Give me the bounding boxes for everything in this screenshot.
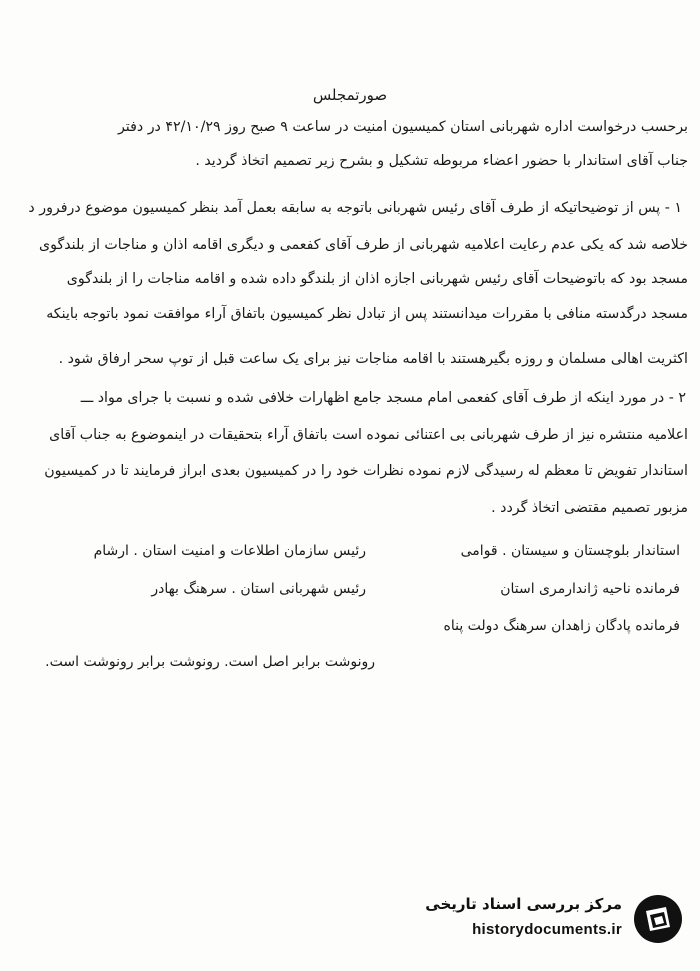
body-line-6: مسجد درگدسته منافی با مقررات میدانستند پس از تبادل نظر کمیسیون باتفاق آراء موافقت نمود باتوجه باینکه (46, 306, 688, 322)
body-line-8: ۲ - در مورد اینکه از طرف آقای کفعمی امام مسجد جامع اظهارات خلافی شده و نسبت با جرای مواد ـــ (80, 390, 686, 406)
body-line-4: خلاصه شد که یکی عدم رعایت اعلامیه شهربانی از طرف آقای کفعمی و دیگری اقامه اذان و مناجات از بلندگوی (39, 237, 688, 253)
copy-certification: رونوشت برابر اصل است. رونوشت برابر رونوشت است. (45, 654, 375, 670)
signatory-intelligence: رئیس سازمان اطلاعات و امنیت استان . ارشام (93, 543, 366, 559)
body-line-3: ۱ - پس از توضیحاتیکه از طرف آقای رئیس شهربانی باتوجه به سابقه بعمل آمد بنظر کمیسیون موضوع درفرور د (28, 200, 682, 216)
signatory-garrison: فرمانده پادگان زاهدان سرهنگ دولت پناه (443, 618, 680, 634)
body-line-5: مسجد بود که باتوضیحات آقای رئیس شهربانی اجازه اذان از بلندگو داده شده و اقامه مناجات را از بلندگوی (66, 271, 688, 287)
signatory-governor: استاندار بلوچستان و سیستان . قوامی (460, 543, 680, 559)
watermark-url: historydocuments.ir (472, 921, 622, 938)
watermark-persian: مرکز بررسی اسناد تاریخی (425, 895, 622, 913)
body-line-1: برحسب درخواست اداره شهربانی استان کمیسیون امنیت در ساعت ۹ صبح روز ۴۲/۱۰/۲۹ در دفتر (117, 119, 688, 135)
body-line-7: اکثریت اهالی مسلمان و روزه بگیرهستند با اقامه مناجات نیز برای یک ساعت قبل از توپ سحر ارفاق شود . (58, 351, 688, 367)
document-title: صورتمجلس (312, 86, 388, 104)
body-line-9: اعلامیه منتشره نیز از طرف شهربانی بی اعتنائی نموده است باتفاق آراء بتحقیقات در اینموضوع به جناب آقای (49, 427, 688, 443)
signatory-gendarmerie: فرمانده ناحیه ژاندارمری استان (500, 581, 680, 597)
body-line-10: استاندار تفویض تا معظم له رسیدگی لازم نموده نظرات خود را در کمیسیون بعدی ابراز فرمایند تا در کمیسیون (44, 463, 688, 479)
archive-logo-icon (632, 893, 684, 945)
body-line-2: جناب آقای استاندار با حضور اعضاء مربوطه تشکیل و بشرح زیر تصمیم اتخاذ گردید . (195, 153, 688, 169)
signatory-police: رئیس شهربانی استان . سرهنگ بهادر (151, 581, 366, 597)
watermark (398, 889, 688, 949)
body-line-11: مزبور تصمیم مقتضی اتخاذ گردد . (491, 500, 688, 516)
